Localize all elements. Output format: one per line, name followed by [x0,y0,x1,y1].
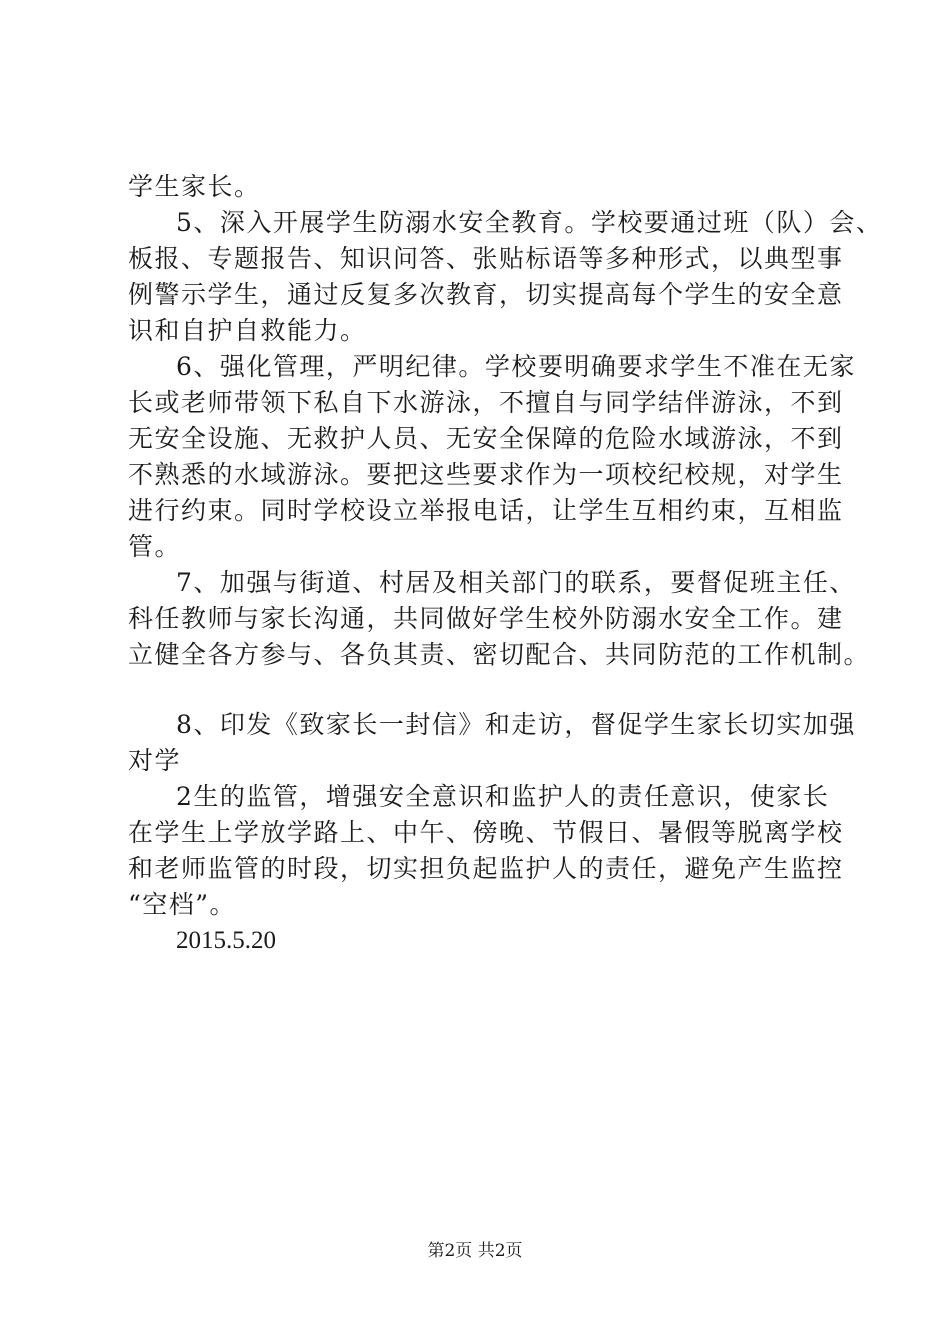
paragraph-line: 学生家长。 [128,172,261,201]
paragraph-line: “空档”。 [128,890,237,919]
paragraph-line: 科任教师与家长沟通，共同做好学生校外防溺水安全工作。建 [128,604,844,633]
paragraph-line: 管。 [128,532,182,561]
paragraph-line: 例警示学生，通过反复多次教育，切实提高每个学生的安全意 [128,280,844,309]
paragraph-line: 8、印发《致家长一封信》和走访，督促学生家长切实加强 [176,710,856,739]
paragraph-line: 7、加强与街道、村居及相关部门的联系，要督促班主任、 [176,568,856,597]
paragraph-line: 进行约束。同时学校设立举报电话，让学生互相约束，互相监 [128,496,844,525]
document-date: 2015.5.20 [176,927,276,954]
paragraph-line: 立健全各方参与、各负其责、密切配合、共同防范的工作机制。 [128,640,871,669]
paragraph-line: 6、强化管理，严明纪律。学校要明确要求学生不准在无家 [176,352,856,381]
paragraph-line: 和老师监管的时段，切实担负起监护人的责任，避免产生监控 [128,854,844,883]
paragraph-line: 识和自护自救能力。 [128,316,367,345]
paragraph-line: 在学生上学放学路上、中午、傍晚、节假日、暑假等脱离学校 [128,818,844,847]
paragraph-line: 5、深入开展学生防溺水安全教育。学校要通过班（队）会、 [176,208,883,237]
paragraph-line: 无安全设施、无救护人员、无安全保障的危险水域游泳，不到 [128,424,844,453]
paragraph-line: 长或老师带领下私自下水游泳，不擅自与同学结伴游泳，不到 [128,388,844,417]
paragraph-line: 2生的监管，增强安全意识和监护人的责任意识，使家长 [176,782,830,811]
paragraph-line: 板报、专题报告、知识问答、张贴标语等多种形式，以典型事 [128,244,844,273]
paragraph-line: 对学 [128,746,182,775]
paragraph-line: 不熟悉的水域游泳。要把这些要求作为一项校纪校规，对学生 [128,460,844,489]
page-footer: 第2页 共2页 [427,1241,523,1261]
